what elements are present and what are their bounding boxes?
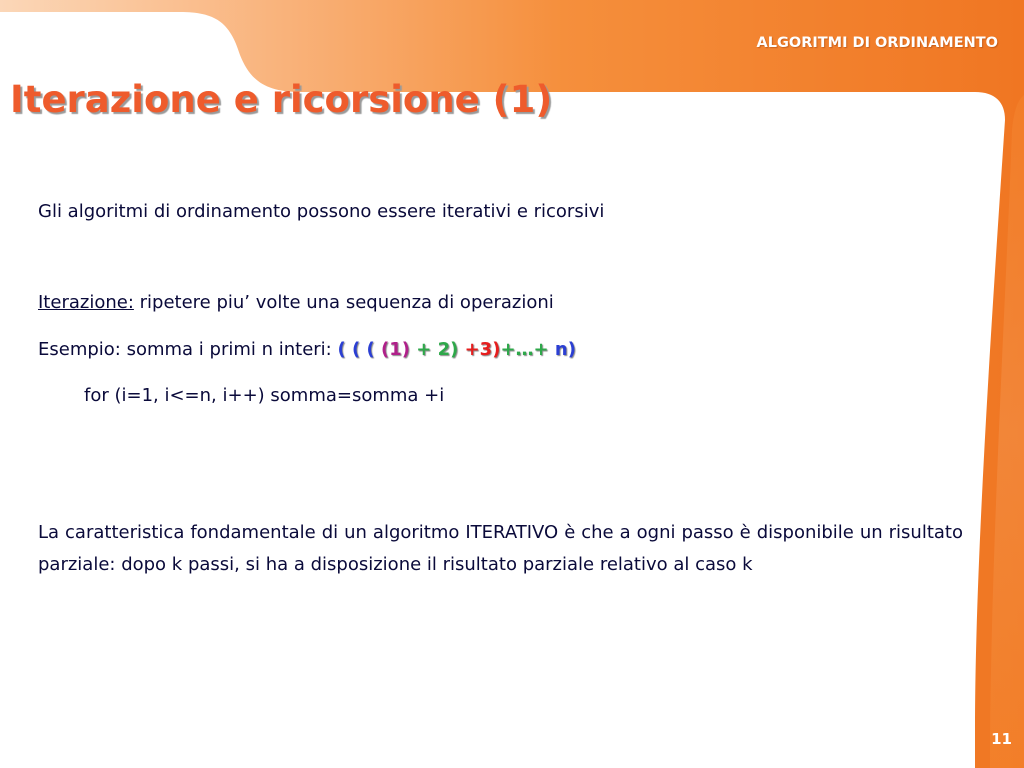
expr-term-3: +3) xyxy=(458,339,501,360)
expr-ellipsis: +…+ xyxy=(500,339,549,360)
intro-text: Gli algoritmi di ordinamento possono essere iterativi e ricorsivi xyxy=(38,201,605,222)
sum-expression xyxy=(337,339,575,360)
page-number: 11 xyxy=(991,730,1012,748)
section-header: ALGORITMI DI ORDINAMENTO xyxy=(756,35,998,51)
expr-term-1: (1) xyxy=(380,339,410,360)
expr-term-n: n) xyxy=(548,339,576,360)
expr-term-2: + 2) xyxy=(409,339,459,360)
iteration-definition xyxy=(38,292,554,313)
iterative-note: La caratteristica fondamentale di un algoritmo ITERATIVO è che a ogni passo è disponibile un risultato parziale: dopo k passi, si ha a disposizione il risultato parziale relativo al caso k xyxy=(38,522,963,575)
code-example: for (i=1, i<=n, i++) somma=somma +i xyxy=(84,385,445,406)
expr-open-parens: ( ( ( xyxy=(337,339,381,360)
frame-corner-deco xyxy=(60,26,220,66)
example-line xyxy=(38,339,576,360)
iteration-definition-text: ripetere piu’ volte una sequenza di operazioni xyxy=(133,292,554,313)
slide-title: Iterazione e ricorsione (1) xyxy=(10,78,553,121)
iteration-label: Iterazione: xyxy=(38,292,134,313)
example-label: Esempio: somma i primi n interi: xyxy=(38,339,332,360)
